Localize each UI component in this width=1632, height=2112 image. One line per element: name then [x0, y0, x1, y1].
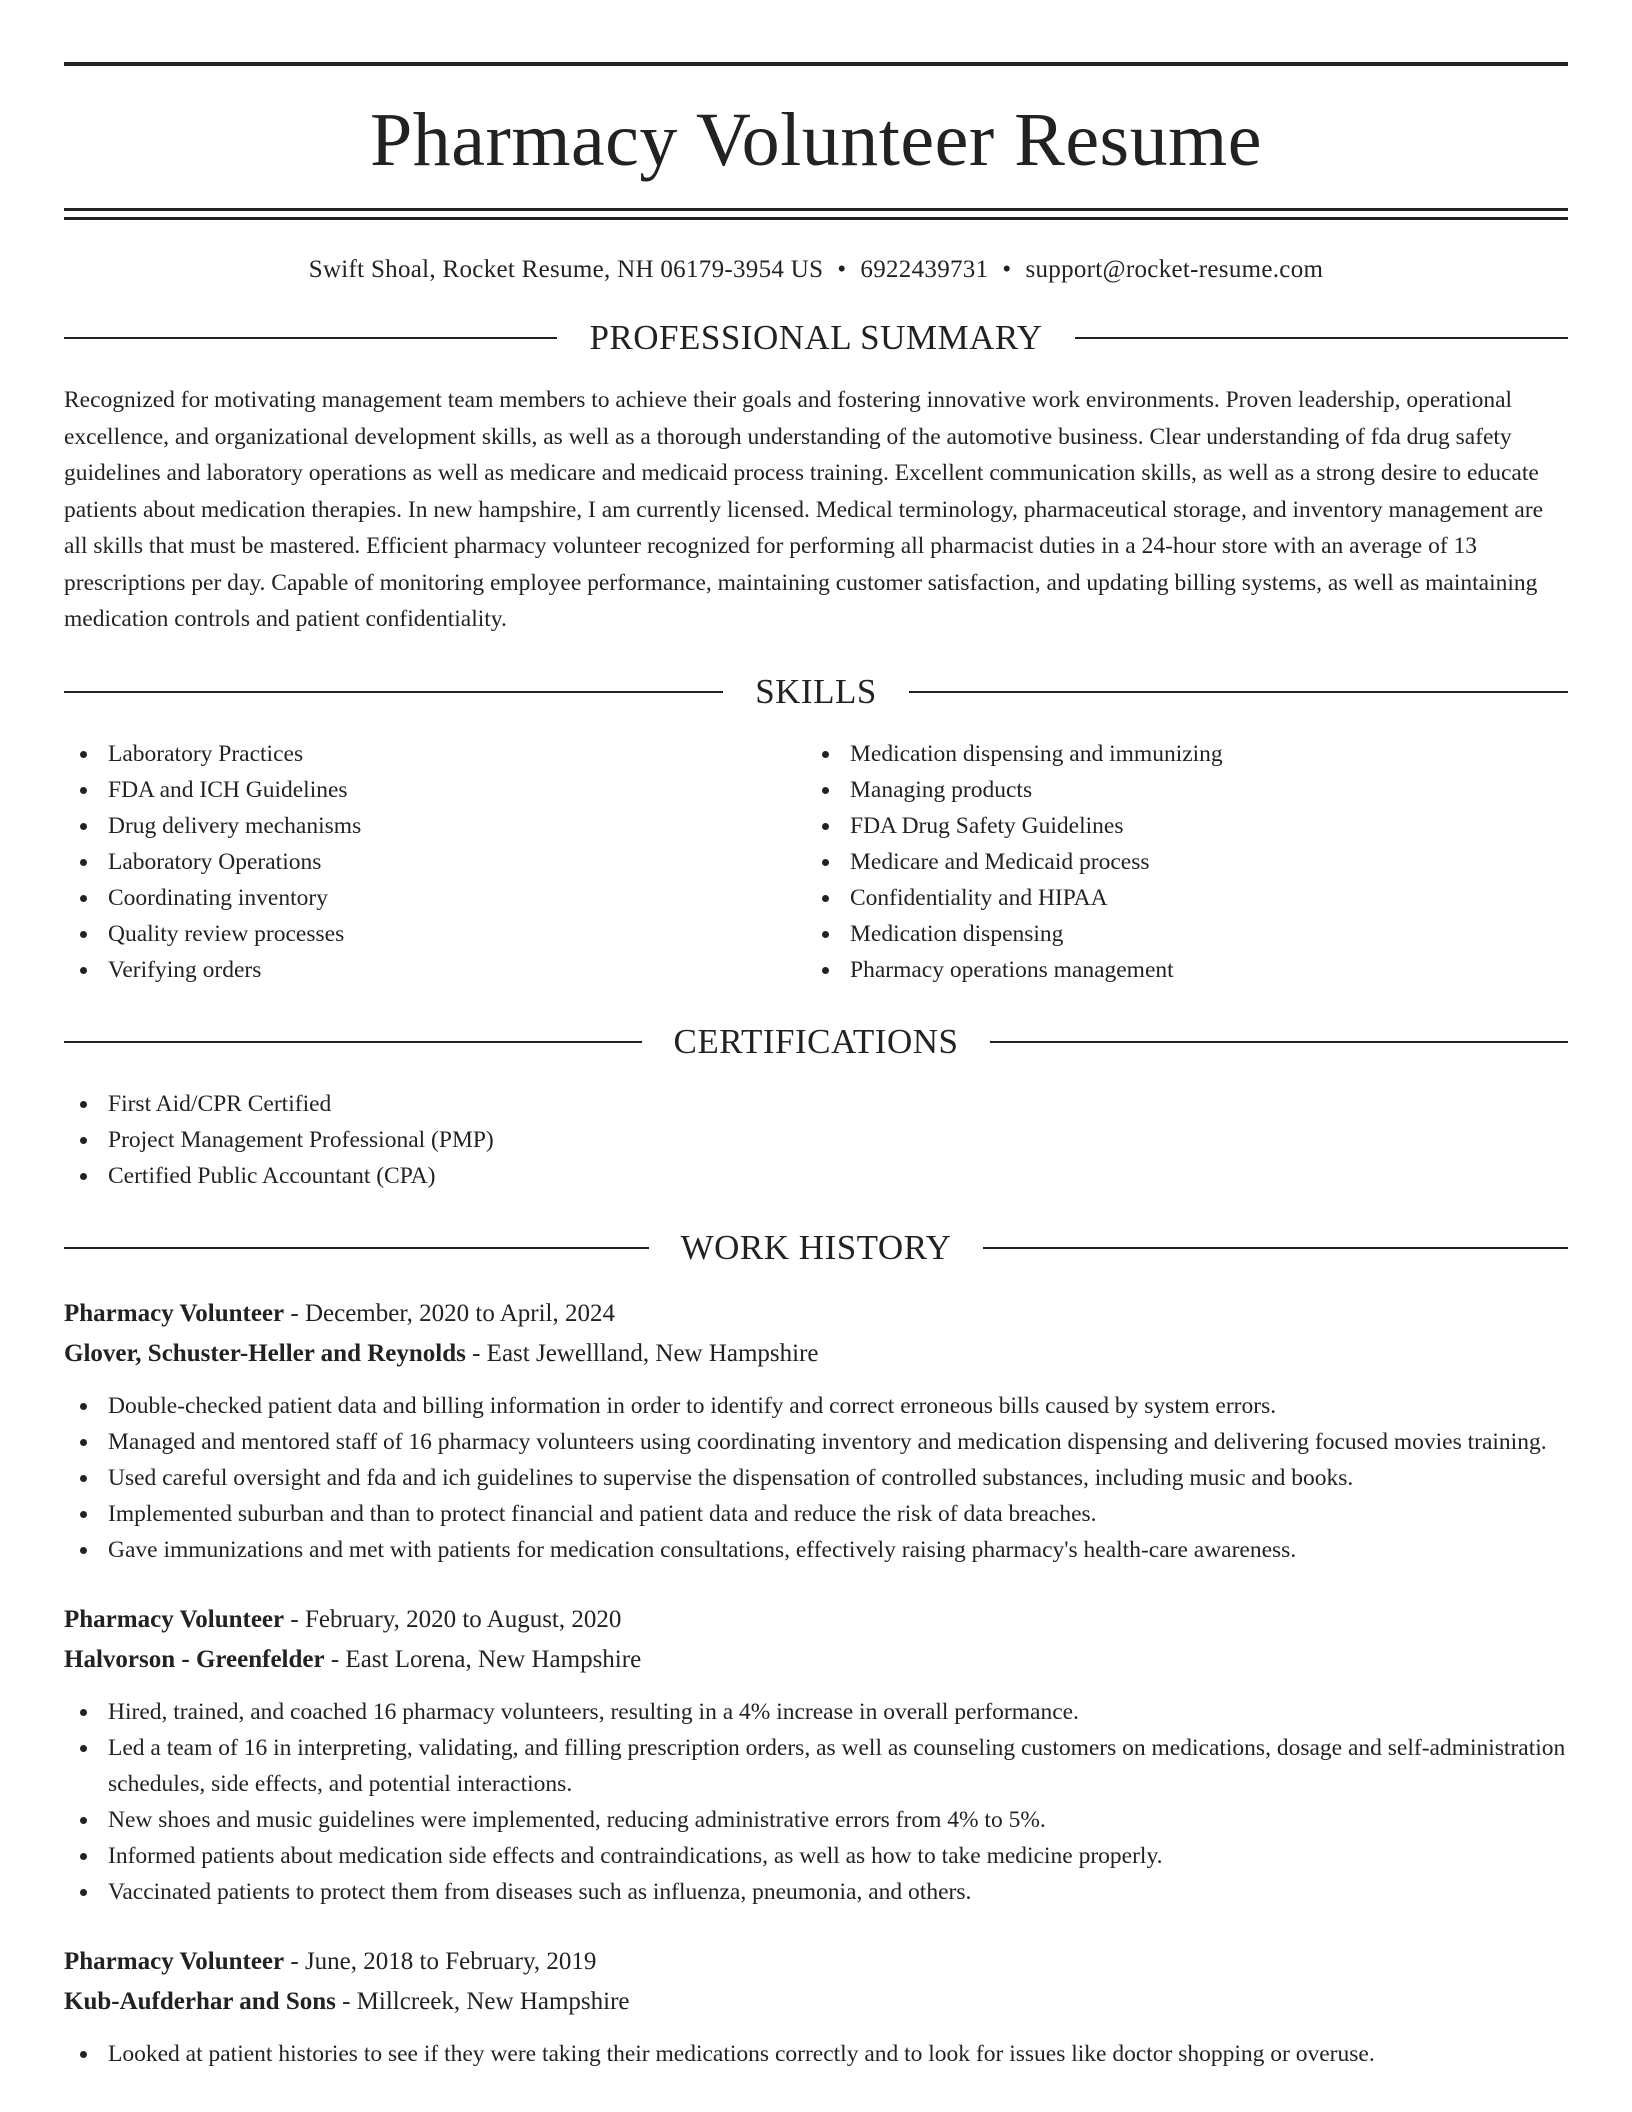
job-bullet: Gave immunizations and met with patients for medication consultations, effectively raising pharmacy's health-care awareness.	[64, 1532, 1568, 1568]
section-rule	[909, 691, 1568, 693]
title-rule-upper	[64, 208, 1568, 211]
section-title: CERTIFICATIONS	[673, 1021, 959, 1061]
job-dates: - December, 2020 to April, 2024	[284, 1299, 615, 1327]
certification-item: First Aid/CPR Certified	[64, 1086, 1568, 1122]
job-bullet: Informed patients about medication side effects and contraindications, as well as how to take medicine properly.	[64, 1838, 1568, 1874]
section-header-work-history	[64, 1228, 1568, 1268]
job-entry	[64, 1294, 1568, 1568]
contact-address: Swift Shoal, Rocket Resume, NH 06179-3954 US	[308, 256, 824, 283]
job-company: Glover, Schuster-Heller and Reynolds	[64, 1339, 466, 1367]
section-header-skills	[64, 672, 1568, 712]
contact-separator: •	[837, 256, 847, 283]
skill-item: Medicare and Medicaid process	[806, 844, 1548, 880]
skill-item: Pharmacy operations management	[806, 952, 1548, 988]
job-title-line	[64, 1294, 1568, 1334]
job-bullet: Double-checked patient data and billing information in order to identify and correct erroneous bills caused by system errors.	[64, 1388, 1568, 1424]
skill-item: Confidentiality and HIPAA	[806, 880, 1548, 916]
section-rule	[983, 1247, 1568, 1249]
job-bullet: Vaccinated patients to protect them from diseases such as influenza, pneumonia, and others.	[64, 1874, 1568, 1910]
skill-item: Quality review processes	[64, 916, 806, 952]
job-title: Pharmacy Volunteer	[64, 1299, 285, 1327]
job-bullets	[64, 1388, 1568, 1568]
job-bullets	[64, 2036, 1568, 2072]
job-company-line	[64, 1982, 1568, 2022]
section-title: SKILLS	[755, 671, 877, 711]
job-bullet: New shoes and music guidelines were implemented, reducing administrative errors from 4% to 5%.	[64, 1802, 1568, 1838]
job-company-line	[64, 1640, 1568, 1680]
section-rule	[64, 1247, 649, 1249]
section-rule	[1075, 337, 1568, 339]
skill-item: Laboratory Practices	[64, 736, 806, 772]
job-entry	[64, 1942, 1568, 2072]
section-rule	[990, 1041, 1568, 1043]
job-bullet: Managed and mentored staff of 16 pharmacy volunteers using coordinating inventory and medication dispensing and delivering focused movies training.	[64, 1424, 1568, 1460]
contact-line	[64, 256, 1568, 284]
skill-item: Coordinating inventory	[64, 880, 806, 916]
job-company: Kub-Aufderhar and Sons	[64, 1987, 336, 2015]
job-company: Halvorson - Greenfelder	[64, 1645, 325, 1673]
certifications-list	[64, 1086, 1568, 1194]
job-dates: - February, 2020 to August, 2020	[284, 1605, 622, 1633]
job-bullet: Hired, trained, and coached 16 pharmacy volunteers, resulting in a 4% increase in overall performance.	[64, 1694, 1568, 1730]
job-title-line	[64, 1942, 1568, 1982]
job-company-line	[64, 1334, 1568, 1374]
skills-columns	[64, 736, 1568, 988]
section-title: PROFESSIONAL SUMMARY	[589, 318, 1043, 357]
skill-item: Medication dispensing	[806, 916, 1548, 952]
contact-email: support@rocket-resume.com	[1025, 256, 1324, 283]
section-rule	[64, 691, 723, 693]
skill-item: Medication dispensing and immunizing	[806, 736, 1548, 772]
job-location: - Millcreek, New Hampshire	[335, 1987, 630, 2015]
certification-item: Project Management Professional (PMP)	[64, 1122, 1568, 1158]
summary-paragraph: Recognized for motivating management team members to achieve their goals and fostering innovative work environments. Proven leadership, operational excellence, and organizational development skills, as well as a thorough understanding of the automotive business. Clear understanding of fda drug safety guidelines and laboratory operations as well as medicare and medicaid process training. Excellent communication skills, as well as a strong desire to educate patients about medication therapies. In new hampshire, I am currently licensed. Medical terminology, pharmaceutical storage, and inventory management are all skills that must be mastered. Efficient pharmacy volunteer recognized for performing all pharmacist duties in a 24-hour store with an average of 13 prescriptions per day. Capable of monitoring employee performance, maintaining customer satisfaction, and updating billing systems, as well as maintaining medication controls and patient confidentiality.	[64, 387, 1544, 632]
resume-title: Pharmacy Volunteer Resume	[370, 98, 1262, 182]
skill-item: Laboratory Operations	[64, 844, 806, 880]
job-bullet: Used careful oversight and fda and ich guidelines to supervise the dispensation of controlled substances, including music and books.	[64, 1460, 1568, 1496]
skill-item: FDA Drug Safety Guidelines	[806, 808, 1548, 844]
skill-item: Verifying orders	[64, 952, 806, 988]
skill-item: Drug delivery mechanisms	[64, 808, 806, 844]
job-title: Pharmacy Volunteer	[64, 1947, 285, 1975]
job-dates: - June, 2018 to February, 2019	[284, 1947, 597, 1975]
job-title-line	[64, 1600, 1568, 1640]
section-header-summary	[64, 318, 1568, 358]
section-title: WORK HISTORY	[680, 1227, 952, 1267]
skill-item: Managing products	[806, 772, 1548, 808]
job-bullets	[64, 1694, 1568, 1910]
skills-list-right	[806, 736, 1548, 988]
contact-separator: •	[1002, 256, 1012, 283]
job-bullet: Implemented suburban and than to protect financial and patient data and reduce the risk of data breaches.	[64, 1496, 1568, 1532]
job-entry	[64, 1600, 1568, 1910]
section-rule	[64, 1041, 642, 1043]
section-rule	[64, 337, 557, 339]
job-location: - East Jewellland, New Hampshire	[465, 1339, 819, 1367]
section-header-certifications	[64, 1022, 1568, 1062]
job-title: Pharmacy Volunteer	[64, 1605, 285, 1633]
contact-phone: 6922439731	[860, 256, 989, 283]
job-location: - East Lorena, New Hampshire	[324, 1645, 642, 1673]
job-bullet: Looked at patient histories to see if they were taking their medications correctly and to look for issues like doctor shopping or overuse.	[64, 2036, 1568, 2072]
job-bullet: Led a team of 16 in interpreting, validating, and filling prescription orders, as well as counseling customers on medications, dosage and self-administration schedules, side effects, and potential interactions.	[64, 1730, 1568, 1802]
title-rule-lower	[64, 217, 1568, 220]
skills-list-left	[64, 736, 806, 988]
top-rule	[64, 62, 1568, 66]
skill-item: FDA and ICH Guidelines	[64, 772, 806, 808]
certification-item: Certified Public Accountant (CPA)	[64, 1158, 1568, 1194]
